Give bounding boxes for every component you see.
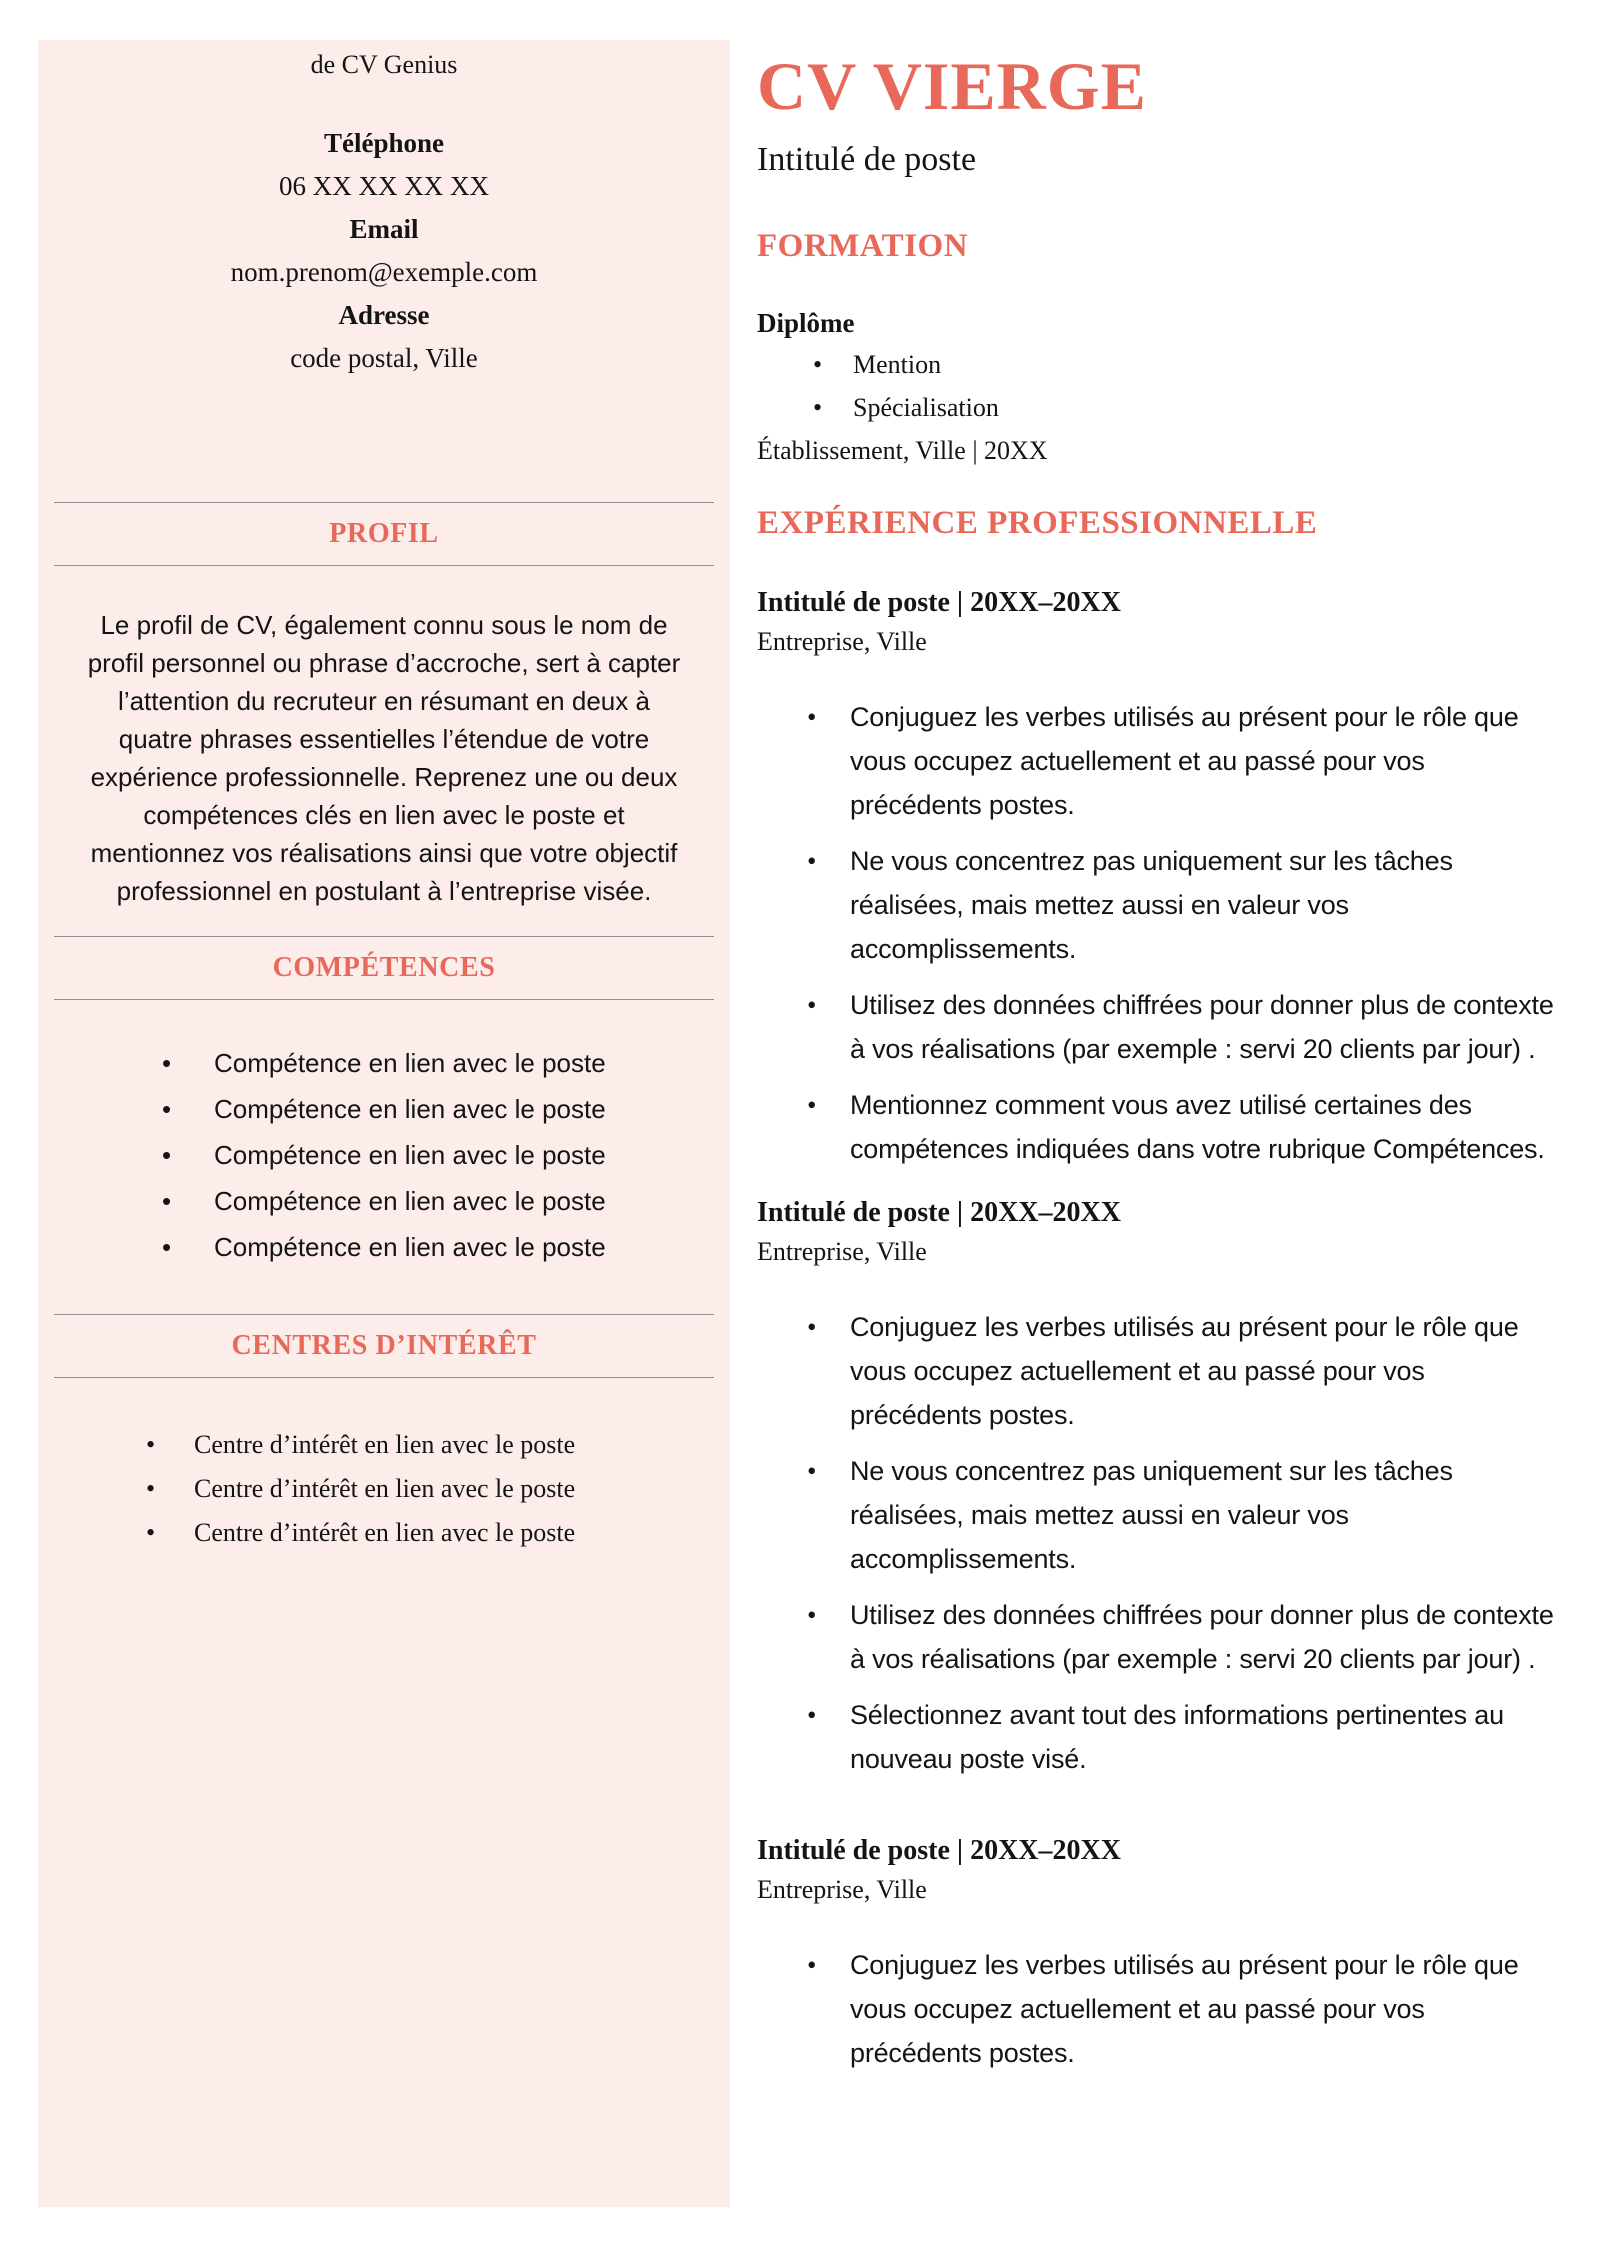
job-title: Intitulé de poste | 20XX–20XX [757, 1835, 1121, 1866]
profil-section [38, 502, 730, 910]
divider [54, 1314, 714, 1315]
divider [54, 999, 714, 1000]
job-company: Entreprise, Ville [757, 627, 927, 656]
list-item: • Ne vous concentrez pas uniquement sur les tâches réalisées, mais mettez aussi en valeur vos accomplissements. [757, 1449, 1557, 1581]
profil-text: Le profil de CV, également connu sous le nom de profil personnel ou phrase d’accroche, sert à capter l’attention du recruteur en résumant en deux à quatre phrases essentielles l’étendue de votre expérience professionnelle. Reprenez une ou deux compétences clés en lien avec le poste et mentionnez vos réalisations ainsi que votre objectif professionnel en postulant à l’entreprise visée. [87, 610, 681, 906]
list-item: • Mention [757, 348, 1557, 381]
formation-heading: FORMATION [757, 228, 969, 264]
list-item: • Spécialisation [757, 391, 1557, 424]
interets-section [38, 1314, 730, 1550]
list-item: • Centre d’intérêt en lien avec le poste [38, 1516, 730, 1550]
email-value: nom.prenom@exemple.com [230, 257, 538, 287]
phone-label: Téléphone [323, 128, 444, 158]
job-entry [757, 1195, 1557, 1781]
email-label: Email [349, 214, 419, 244]
profil-heading: PROFIL [329, 518, 439, 549]
list-item: • Mentionnez comment vous avez utilisé certaines des compétences indiquées dans votre rubrique Compétences. [757, 1083, 1557, 1171]
list-item: • Utilisez des données chiffrées pour donner plus de contexte à vos réalisations (par exemple : servi 20 clients par jour) . [757, 983, 1557, 1071]
divider [54, 936, 714, 937]
list-item: • Compétence en lien avec le poste [38, 1184, 730, 1218]
main-column [757, 0, 1557, 2087]
job-company: Entreprise, Ville [757, 1237, 927, 1266]
school-line: Établissement, Ville | 20XX [757, 436, 1048, 465]
page-title: CV VIERGE [757, 48, 1148, 124]
job-title-subtitle: Intitulé de poste [757, 141, 977, 178]
job-bullet-list [757, 1943, 1557, 2075]
job-entry [757, 1833, 1557, 2075]
formation-list [757, 348, 1557, 424]
divider [54, 565, 714, 566]
list-item: • Ne vous concentrez pas uniquement sur les tâches réalisées, mais mettez aussi en valeur vos accomplissements. [757, 839, 1557, 971]
list-item: • Utilisez des données chiffrées pour donner plus de contexte à vos réalisations (par exemple : servi 20 clients par jour) . [757, 1593, 1557, 1681]
interets-heading: CENTRES D’INTÉRÊT [231, 1330, 537, 1361]
list-item: • Compétence en lien avec le poste [38, 1046, 730, 1080]
list-item: • Centre d’intérêt en lien avec le poste [38, 1472, 730, 1506]
job-bullet-list [757, 695, 1557, 1171]
list-item: • Conjuguez les verbes utilisés au présent pour le rôle que vous occupez actuellement et au passé pour vos précédents postes. [757, 695, 1557, 827]
phone-value: 06 XX XX XX XX [279, 171, 489, 201]
contact-block [38, 122, 730, 380]
job-entry [757, 585, 1557, 1171]
list-item: • Conjuguez les verbes utilisés au présent pour le rôle que vous occupez actuellement et au passé pour vos précédents postes. [757, 1305, 1557, 1437]
address-value: code postal, Ville [290, 343, 478, 373]
divider [54, 1377, 714, 1378]
job-title: Intitulé de poste | 20XX–20XX [757, 1197, 1121, 1228]
list-item: • Centre d’intérêt en lien avec le poste [38, 1428, 730, 1462]
list-item: • Conjuguez les verbes utilisés au présent pour le rôle que vous occupez actuellement et au passé pour vos précédents postes. [757, 1943, 1557, 2075]
divider [54, 502, 714, 503]
list-item: • Compétence en lien avec le poste [38, 1230, 730, 1264]
job-title: Intitulé de poste | 20XX–20XX [757, 587, 1121, 618]
list-item: • Compétence en lien avec le poste [38, 1138, 730, 1172]
competences-section [38, 936, 730, 1264]
address-label: Adresse [338, 300, 430, 330]
interets-list [38, 1428, 730, 1550]
list-item: • Compétence en lien avec le poste [38, 1092, 730, 1126]
job-company: Entreprise, Ville [757, 1875, 927, 1904]
competences-list [38, 1046, 730, 1264]
sidebar [38, 40, 730, 2207]
experience-heading: EXPÉRIENCE PROFESSIONNELLE [757, 505, 1318, 541]
job-bullet-list [757, 1305, 1557, 1781]
list-item: • Sélectionnez avant tout des informations pertinentes au nouveau poste visé. [757, 1693, 1557, 1781]
competences-heading: COMPÉTENCES [272, 952, 496, 983]
degree-name: Diplôme [757, 308, 855, 338]
template-credit: de CV Genius [310, 50, 458, 79]
